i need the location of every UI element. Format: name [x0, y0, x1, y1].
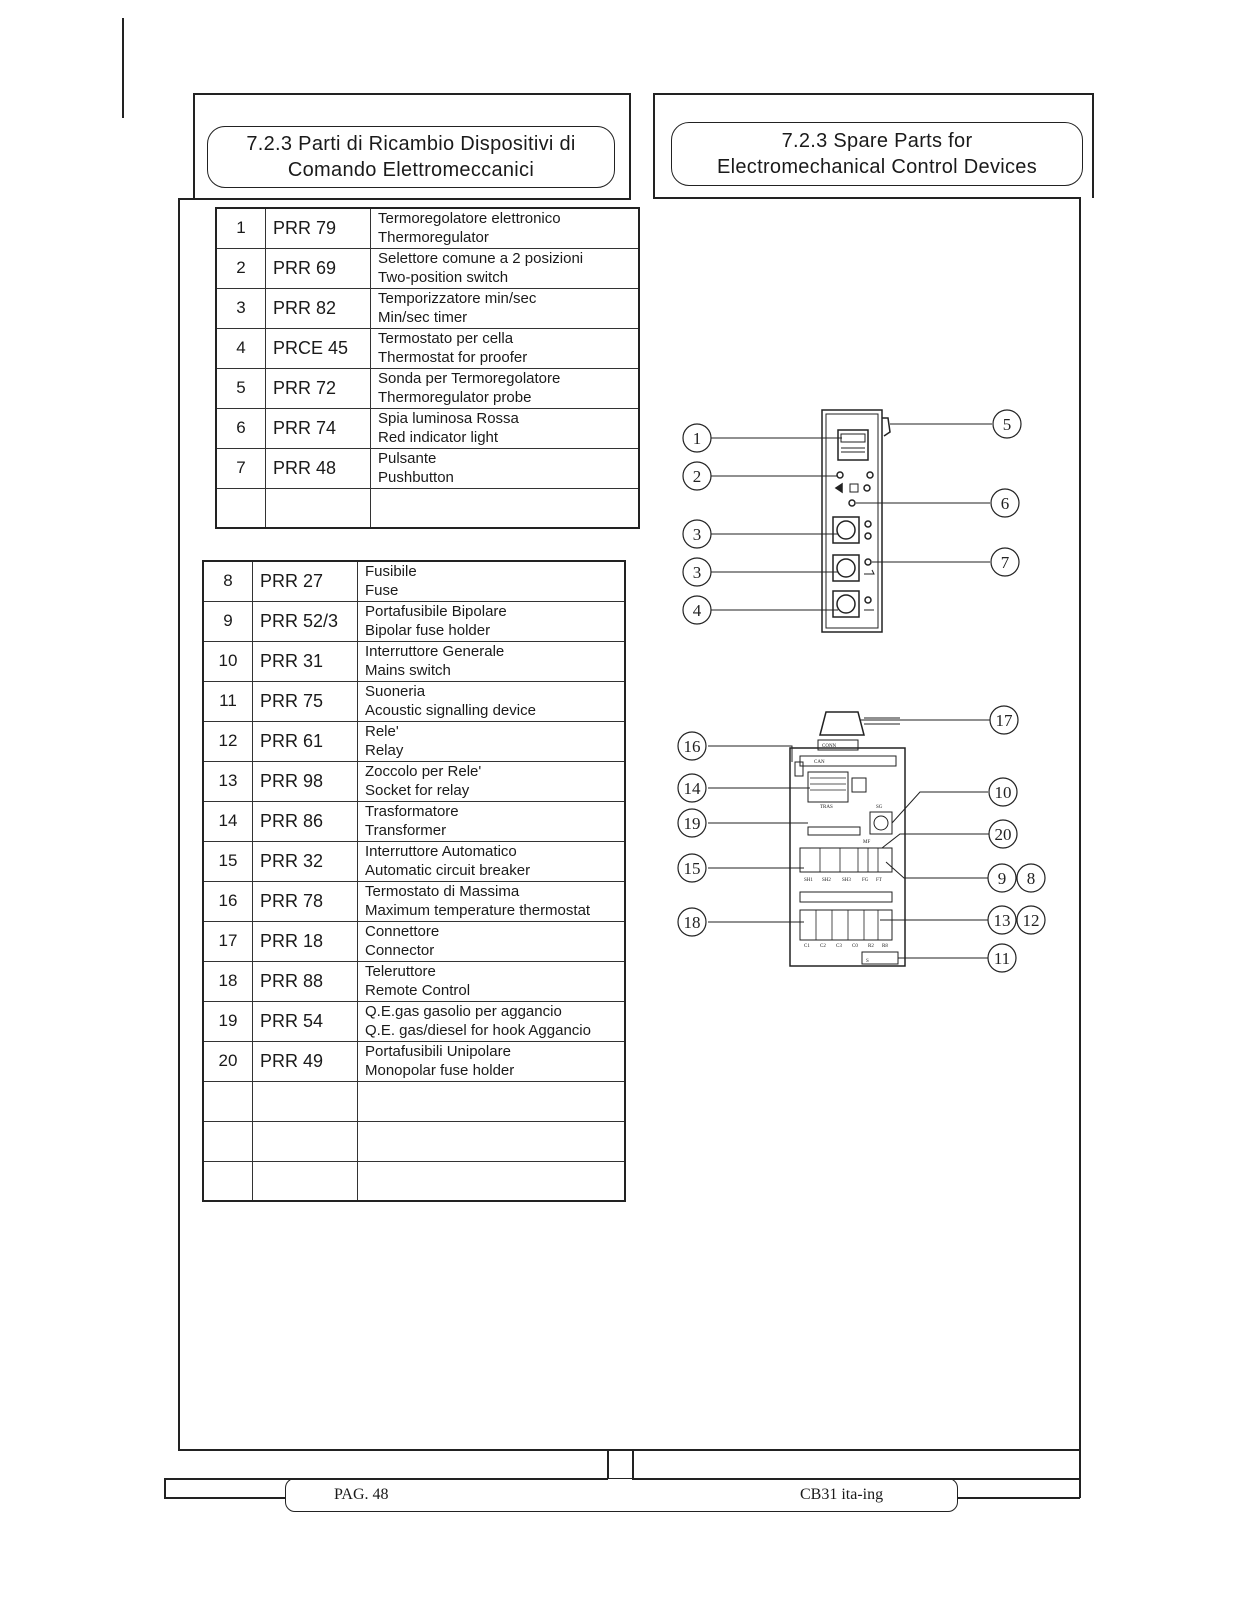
table-row [203, 561, 625, 601]
description-english: Fuse [365, 582, 399, 600]
item-number: 1 [216, 208, 266, 248]
callout-label: 20 [994, 825, 1012, 844]
callout-label: 3 [692, 563, 702, 582]
part-description [358, 1081, 626, 1121]
part-code: PRR 86 [253, 801, 358, 841]
part-description [358, 961, 626, 1001]
margin-mark [122, 18, 124, 118]
item-number [203, 1081, 253, 1121]
table-row [216, 208, 639, 248]
description-english: Q.E. gas/diesel for hook Aggancio [365, 1022, 591, 1039]
description-italian: Interruttore Generale [365, 643, 505, 660]
part-code: PRR 69 [266, 248, 371, 288]
part-description [358, 841, 626, 881]
panel-label: C2 [820, 944, 826, 949]
part-description [371, 408, 640, 448]
part-code: PRR 48 [266, 448, 371, 488]
panel-label: SG [876, 805, 883, 810]
panel-label: R2 [868, 944, 874, 949]
description-english: Bipolar fuse holder [365, 622, 491, 639]
item-number: 19 [203, 1001, 253, 1041]
frame-line [164, 1497, 285, 1499]
panel-label: C1 [804, 944, 810, 949]
panel-label: CONN [822, 744, 837, 749]
part-code: PRR 31 [253, 641, 358, 681]
item-number [216, 488, 266, 528]
callout-label: 4 [692, 601, 702, 620]
part-description [358, 1041, 626, 1081]
item-number: 11 [203, 681, 253, 721]
callout-label: 9 [997, 869, 1007, 888]
panel-label: SH2 [822, 878, 831, 883]
description-english: Thermoregulator [378, 229, 489, 247]
description-english: Acoustic signalling device [365, 702, 536, 719]
part-code: PRCE 45 [266, 328, 371, 368]
table-row [203, 681, 625, 721]
description-english: Pushbutton [378, 469, 454, 486]
transformer-drawing [808, 772, 848, 802]
frame-line [164, 1478, 166, 1498]
description-italian: Suoneria [365, 683, 426, 700]
frame-line [193, 93, 630, 95]
part-code: PRR 72 [266, 368, 371, 408]
table-row [203, 1121, 625, 1161]
part-code: PRR 78 [253, 881, 358, 921]
document-code: CB31 ita-ing [800, 1486, 884, 1503]
description-english: Remote Control [365, 982, 471, 999]
description-english: Red indicator light [378, 429, 499, 446]
callout-label: 11 [993, 949, 1011, 968]
table-row [216, 248, 639, 288]
callout-circles [678, 410, 1045, 972]
callout-label: 16 [683, 737, 701, 756]
parts-table-2 [202, 560, 626, 1202]
description-italian: Zoccolo per Rele' [365, 763, 482, 780]
part-description [358, 1001, 626, 1041]
part-code [253, 1081, 358, 1121]
description-italian: Pulsante [378, 450, 437, 467]
description-italian: Portafusibile Bipolare [365, 603, 507, 620]
description-italian: Fusibile [365, 563, 417, 581]
italian-section-title [207, 126, 615, 188]
part-description [358, 681, 626, 721]
table-row [216, 328, 639, 368]
part-description [371, 288, 640, 328]
description-english: Relay [365, 742, 404, 759]
indicator-light [849, 500, 855, 506]
table-row [203, 641, 625, 681]
probe-cable [882, 418, 890, 436]
part-code: PRR 61 [253, 721, 358, 761]
part-code: PRR 82 [266, 288, 371, 328]
item-number: 14 [203, 801, 253, 841]
part-description [358, 761, 626, 801]
callout-label: 2 [692, 467, 702, 486]
description-english: Automatic circuit breaker [365, 862, 531, 879]
item-number: 3 [216, 288, 266, 328]
description-english: Two-position switch [378, 269, 509, 286]
callout-label: 3 [692, 525, 702, 544]
item-number [203, 1121, 253, 1161]
table-row [203, 601, 625, 641]
callout-label: 19 [683, 814, 701, 833]
description-english: Transformer [365, 822, 447, 839]
italian-title-line2: Comando Elettromeccanici [287, 159, 535, 181]
panel-label: MF [863, 840, 871, 845]
description-english: Mains switch [365, 662, 451, 679]
part-description [358, 721, 626, 761]
italian-title-line1: 7.2.3 Parti di Ricambio Dispositivi di [246, 133, 576, 155]
item-number: 4 [216, 328, 266, 368]
panel-label: SH1 [804, 878, 813, 883]
part-code: PRR 98 [253, 761, 358, 801]
frame-line [629, 93, 631, 200]
panel-label: SH3 [842, 878, 851, 883]
frame-line [653, 197, 1080, 199]
part-description [371, 208, 640, 248]
part-code: PRR 75 [253, 681, 358, 721]
description-english: Min/sec timer [378, 309, 468, 326]
table-row [203, 1161, 625, 1201]
description-italian: Interruttore Automatico [365, 843, 517, 860]
page-number: PAG. 48 [334, 1486, 389, 1503]
part-code: PRR 27 [253, 561, 358, 601]
description-italian: Termostato di Massima [365, 883, 520, 900]
callout-label: 18 [683, 913, 701, 932]
callout-label: 5 [1002, 415, 1012, 434]
callout-label: 7 [1000, 553, 1010, 572]
description-italian: Connettore [365, 923, 440, 940]
part-description [371, 328, 640, 368]
part-description [358, 641, 626, 681]
table-row [203, 721, 625, 761]
part-code: PRR 49 [253, 1041, 358, 1081]
item-number: 10 [203, 641, 253, 681]
item-number: 15 [203, 841, 253, 881]
item-number: 9 [203, 601, 253, 641]
part-description [358, 881, 626, 921]
part-code: PRR 74 [266, 408, 371, 448]
part-description [371, 248, 640, 288]
frame-line [653, 93, 655, 198]
part-description [358, 601, 626, 641]
control-devices-diagram [660, 390, 1080, 990]
item-number: 8 [203, 561, 253, 601]
panel-label: CAN [814, 760, 825, 765]
panel-label: S [866, 959, 869, 964]
part-code: PRR 32 [253, 841, 358, 881]
description-italian: Rele' [365, 723, 399, 740]
frame-line [653, 93, 1093, 95]
frame-line [178, 1449, 1080, 1451]
mains-switch-drawing [870, 812, 892, 834]
part-description [371, 448, 640, 488]
part-description [358, 561, 626, 601]
item-number [203, 1161, 253, 1201]
description-english: Socket for relay [365, 782, 470, 799]
description-english: Connector [365, 942, 435, 959]
callout-label: 14 [683, 779, 701, 798]
table-row [216, 408, 639, 448]
part-description [358, 1121, 626, 1161]
english-title-line1: 7.2.3 Spare Parts for [781, 130, 973, 152]
description-italian: Portafusibili Unipolare [365, 1043, 511, 1060]
panel-label: C0 [852, 944, 858, 949]
callout-label: 15 [683, 859, 701, 878]
table-row [216, 448, 639, 488]
frame-line [178, 198, 180, 1450]
item-number: 16 [203, 881, 253, 921]
part-code [253, 1161, 358, 1201]
frame-line [632, 1449, 634, 1479]
part-code [266, 488, 371, 528]
callout-label: 13 [993, 911, 1011, 930]
connector-drawing [820, 712, 864, 735]
frame-line [178, 198, 630, 200]
description-italian: Teleruttore [365, 963, 436, 980]
item-number: 17 [203, 921, 253, 961]
description-italian: Q.E.gas gasolio per aggancio [365, 1003, 562, 1020]
page-footer [285, 1478, 958, 1512]
table-row [216, 288, 639, 328]
description-italian: Selettore comune a 2 posizioni [378, 250, 584, 267]
description-english: Thermostat for proofer [378, 349, 528, 366]
table-row [203, 1001, 625, 1041]
part-code: PRR 88 [253, 961, 358, 1001]
panel-label: FG [862, 878, 869, 883]
panel-label: R8 [882, 944, 888, 949]
frame-line [607, 1449, 609, 1479]
callout-label: 12 [1022, 911, 1040, 930]
control-panel-outline [822, 410, 882, 632]
part-description [358, 1161, 626, 1201]
electrical-box-drawing [790, 712, 905, 966]
description-english: Thermoregulator probe [378, 389, 532, 406]
part-code: PRR 54 [253, 1001, 358, 1041]
frame-line [957, 1497, 1080, 1499]
item-number: 2 [216, 248, 266, 288]
table-row [203, 881, 625, 921]
item-number: 13 [203, 761, 253, 801]
description-italian: Trasformatore [365, 803, 459, 820]
callout-label: 6 [1000, 494, 1010, 513]
callout-label: 1 [692, 429, 702, 448]
item-number: 18 [203, 961, 253, 1001]
part-description [358, 921, 626, 961]
panel-label: C3 [836, 944, 842, 949]
part-description [358, 801, 626, 841]
item-number: 12 [203, 721, 253, 761]
table-row [203, 801, 625, 841]
table-row [203, 841, 625, 881]
english-title-line2: Electromechanical Control Devices [716, 156, 1038, 178]
table-row [203, 961, 625, 1001]
table-row [203, 761, 625, 801]
description-english: Maximum temperature thermostat [365, 902, 591, 919]
part-description [371, 488, 640, 528]
item-number: 7 [216, 448, 266, 488]
description-italian: Spia luminosa Rossa [378, 410, 519, 427]
switch-knob [837, 472, 843, 478]
callout-label: 8 [1026, 869, 1036, 888]
panel-label: TRAS [820, 805, 833, 810]
part-code: PRR 79 [266, 208, 371, 248]
table-row [203, 1041, 625, 1081]
table-row [203, 921, 625, 961]
item-number: 5 [216, 368, 266, 408]
callout-labels [684, 415, 1040, 968]
part-code: PRR 52/3 [253, 601, 358, 641]
description-english: Monopolar fuse holder [365, 1062, 515, 1079]
table-row [216, 488, 639, 528]
frame-line [193, 93, 195, 200]
description-italian: Termostato per cella [378, 330, 514, 347]
callout-label: 10 [994, 783, 1012, 802]
part-code: PRR 18 [253, 921, 358, 961]
panel-label: FT [876, 878, 882, 883]
description-italian: Temporizzatore min/sec [378, 290, 537, 307]
parts-table-1 [215, 207, 640, 529]
part-code [253, 1121, 358, 1161]
description-italian: Termoregolatore elettronico [378, 210, 561, 228]
item-number: 20 [203, 1041, 253, 1081]
callout-label: 17 [995, 711, 1013, 730]
english-section-title [671, 122, 1083, 186]
part-description [371, 368, 640, 408]
description-italian: Sonda per Termoregolatore [378, 370, 561, 387]
frame-line [1092, 93, 1094, 198]
panel-labels [804, 744, 888, 964]
control-panel-drawing [822, 410, 890, 632]
frame-line [1079, 1449, 1081, 1498]
item-number: 6 [216, 408, 266, 448]
table-row [203, 1081, 625, 1121]
table-row [216, 368, 639, 408]
